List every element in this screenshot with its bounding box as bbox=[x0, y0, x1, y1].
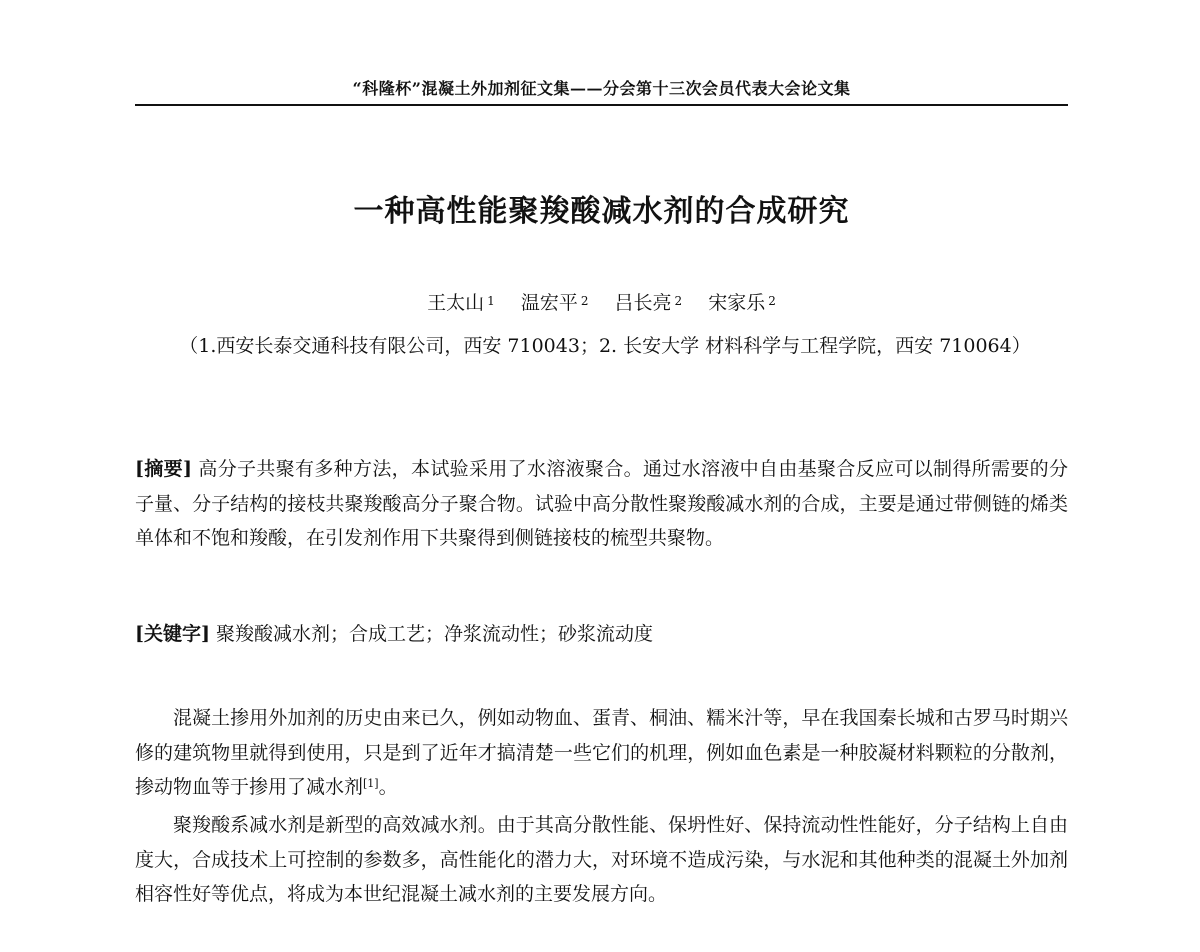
abstract bbox=[135, 452, 1068, 556]
author-affil-mark: 2 bbox=[768, 294, 776, 308]
author-name: 吕长亮 bbox=[614, 292, 672, 314]
header-rule bbox=[135, 104, 1068, 106]
abstract-text: 高分子共聚有多种方法，本试验采用了水溶液聚合。通过水溶液中自由基聚合反应可以制得所需要的分子量、分子结构的接枝共聚羧酸高分子聚合物。试验中高分散性聚羧酸减水剂的合成，主要是通过带侧链的烯类单体和不饱和羧酸，在引发剂作用下共聚得到侧链接枝的梳型共聚物。 bbox=[135, 458, 1068, 549]
abstract-label: [摘要] bbox=[135, 458, 192, 480]
author-list bbox=[135, 288, 1068, 318]
author-4 bbox=[708, 288, 776, 318]
author-name: 温宏平 bbox=[520, 292, 578, 314]
keywords-label: [关键字] bbox=[135, 623, 210, 645]
body-paragraph-2: 聚羧酸系减水剂是新型的高效减水剂。由于其高分散性能、保坍性好、保持流动性性能好，分子结构上自由度大，合成技术上可控制的参数多，高性能化的潜力大，对环境不造成污染，与水泥和其他种类的混凝土外加剂相容性好等优点，将成为本世纪混凝土减水剂的主要发展方向。 bbox=[135, 814, 1068, 905]
author-affil-mark: 2 bbox=[580, 294, 589, 308]
affiliation: （1.西安长泰交通科技有限公司，西安 710043；2. 长安大学 材料科学与工程学院，西安 710064） bbox=[179, 335, 1031, 357]
body-paragraph-1-end: 。 bbox=[378, 776, 398, 798]
citation-ref: [1] bbox=[363, 777, 379, 790]
author-1 bbox=[427, 288, 495, 318]
author-3 bbox=[615, 288, 683, 318]
keywords-text: 聚羧酸减水剂；合成工艺；净浆流动性；砂浆流动度 bbox=[209, 623, 654, 645]
keywords bbox=[135, 617, 1068, 652]
running-header: “科隆杯”混凝土外加剂征文集——分会第十三次会员代表大会论文集 bbox=[352, 79, 851, 98]
author-name: 王太山 bbox=[427, 292, 485, 314]
author-affil-mark: 1 bbox=[487, 294, 495, 308]
paper-title: 一种高性能聚羧酸减水剂的合成研究 bbox=[353, 194, 850, 229]
body-paragraph-1-text: 混凝土掺用外加剂的历史由来已久，例如动物血、蛋青、桐油、糯米汁等，早在我国秦长城和古罗马时期兴修的建筑物里就得到使用，只是到了近年才搞清楚一些它们的机理，例如血色素是一种胶凝材料颗粒的分散剂，掺动物血等于掺用了减水剂 bbox=[135, 707, 1068, 798]
body-paragraph-1 bbox=[135, 701, 1068, 805]
author-affil-mark: 2 bbox=[674, 294, 683, 308]
author-2 bbox=[521, 288, 589, 318]
author-name: 宋家乐 bbox=[708, 292, 766, 314]
